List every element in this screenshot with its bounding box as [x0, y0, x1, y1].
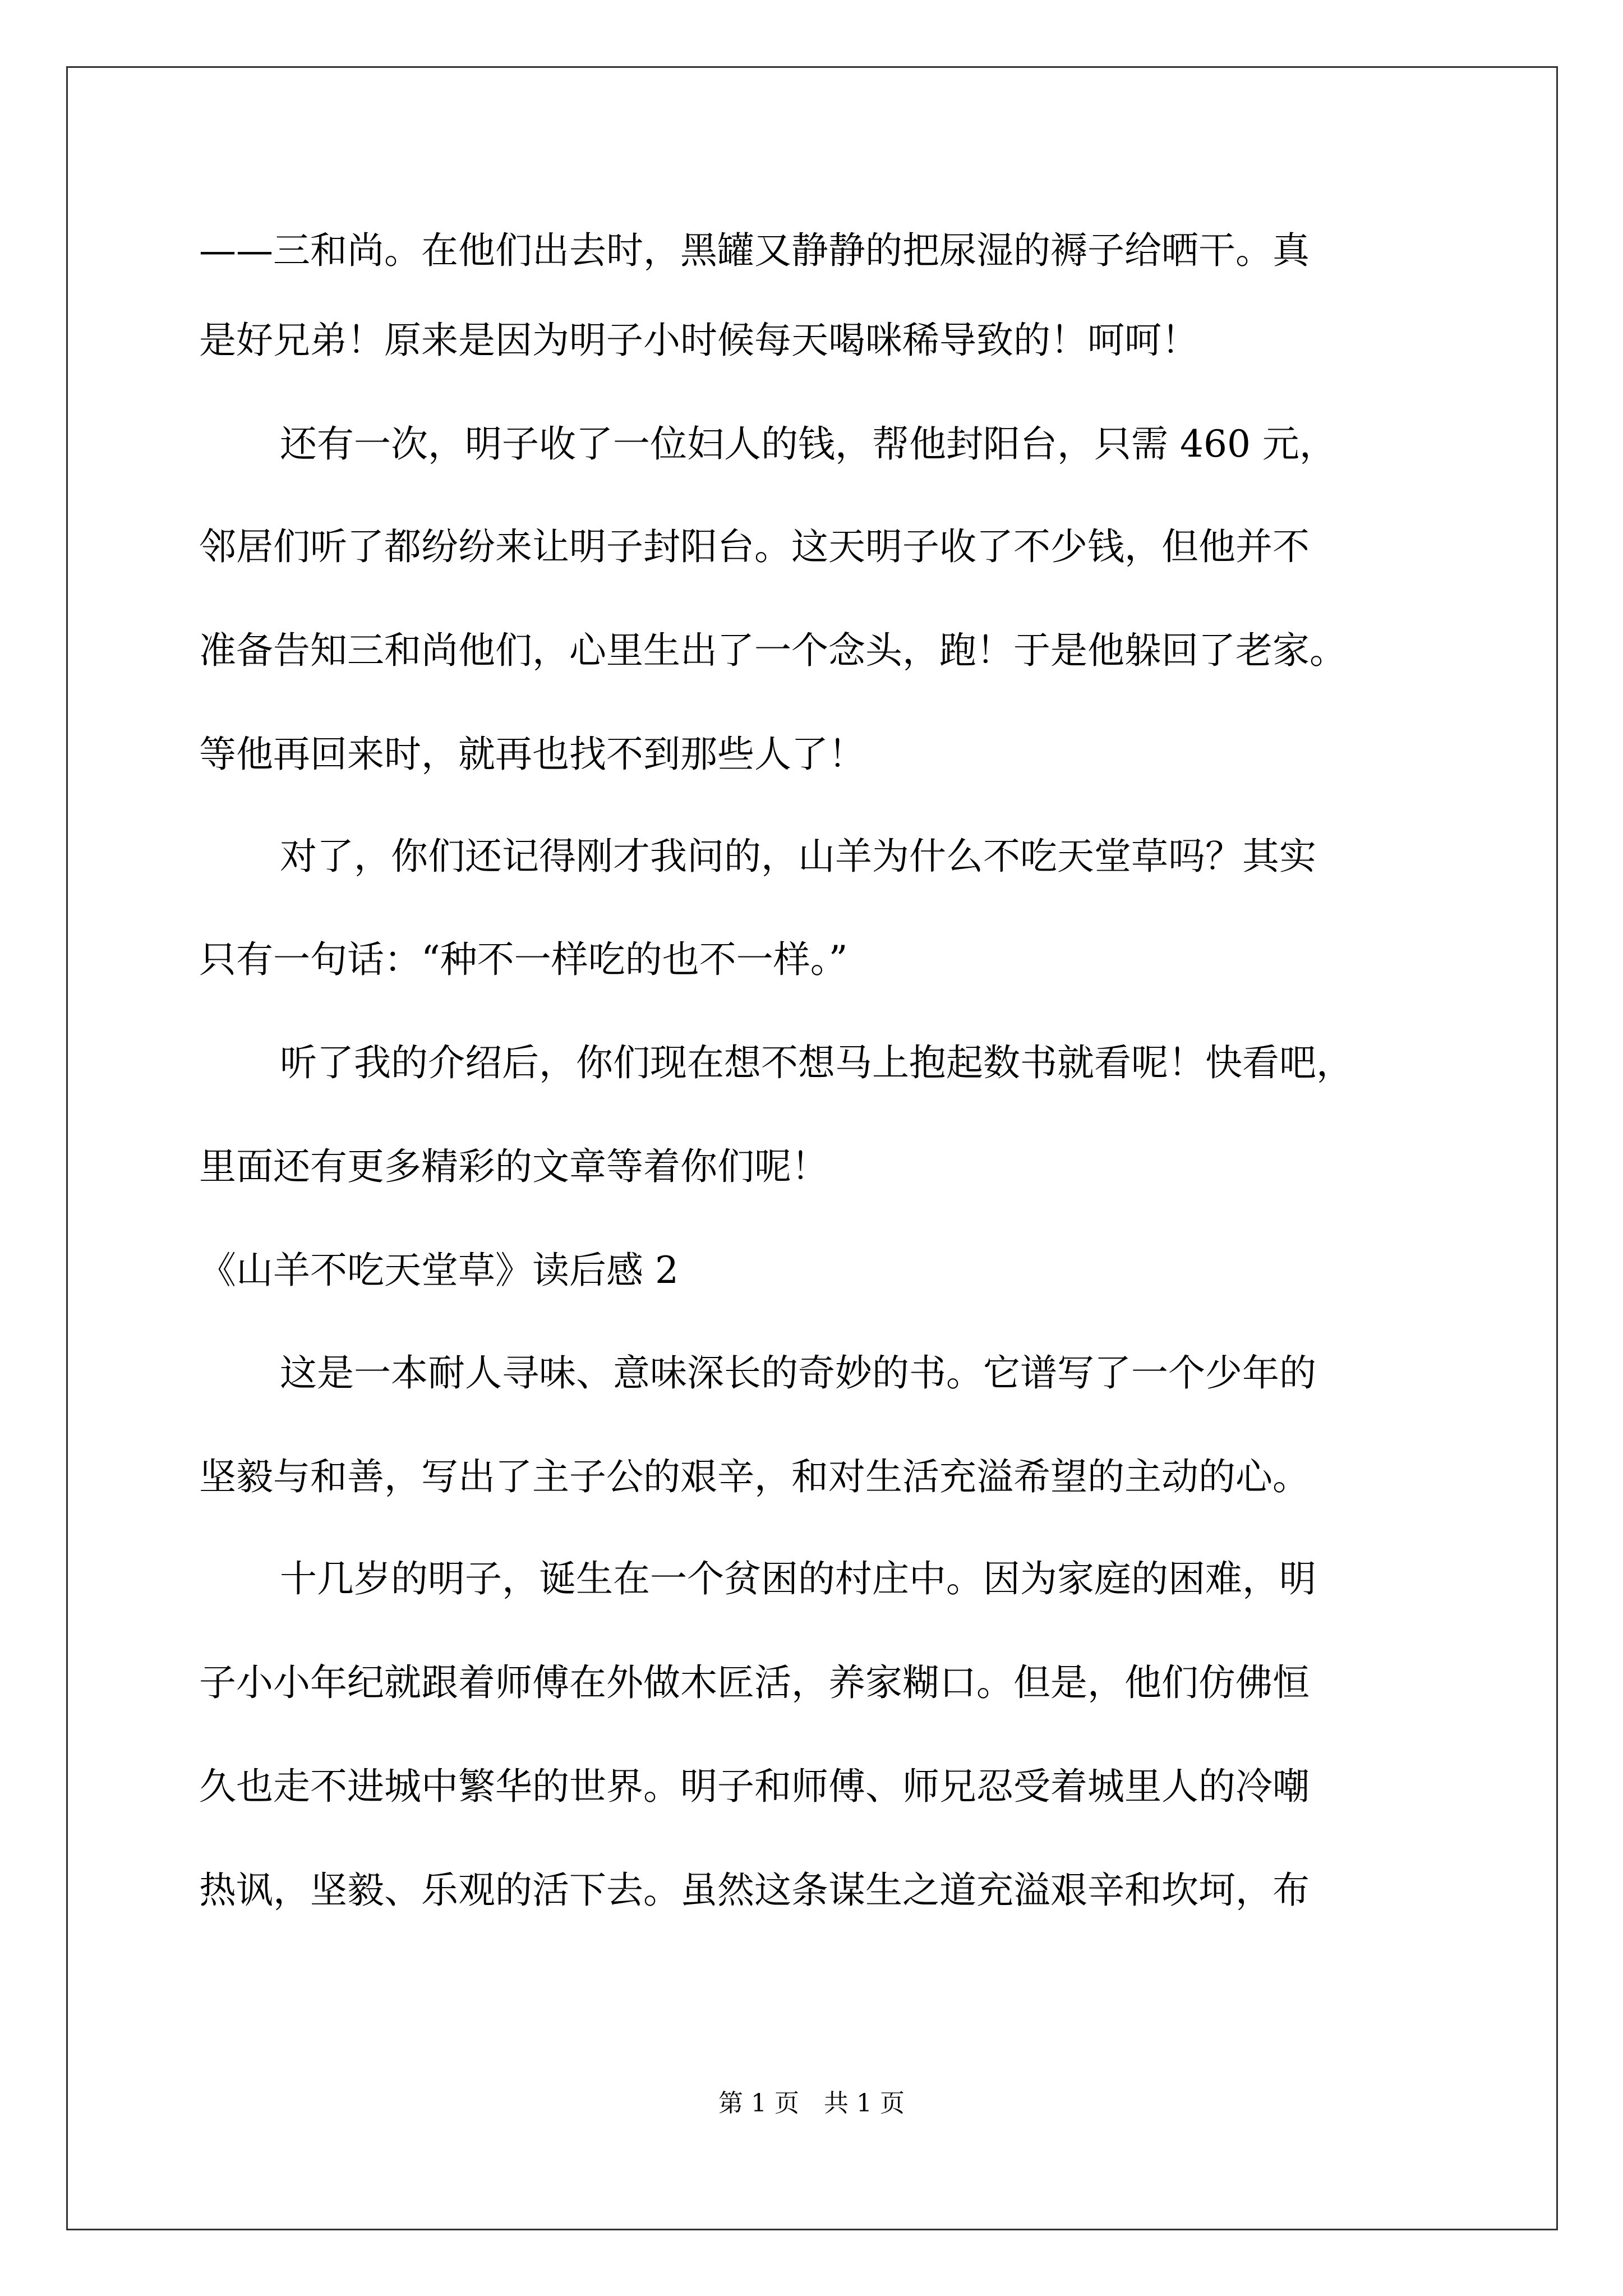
text-line: 是好兄弟！原来是因为明子小时候每天喝咪稀导致的！呵呵！: [199, 319, 1198, 362]
text-line: 准备告知三和尚他们，心里生出了一个念头，跑！于是他躲回了老家。: [199, 629, 1347, 672]
text-line: 等他再回来时，就再也找不到那些人了！: [199, 733, 865, 776]
text-line: 听了我的介绍后，你们现在想不想马上抱起数书就看呢！快看吧，: [280, 1041, 1353, 1084]
text-line: 十几岁的明子，诞生在一个贫困的村庄中。因为家庭的困难，明: [280, 1557, 1316, 1600]
text-line: 邻居们听了都纷纷来让明子封阳台。这天明子收了不少钱，但他并不: [199, 525, 1310, 568]
text-line: 久也走不进城中繁华的世界。明子和师傅、师兄忍受着城里人的冷嘲: [199, 1765, 1310, 1808]
text-line: 还有一次，明子收了一位妇人的钱，帮他封阳台，只需 460 元，: [280, 422, 1336, 466]
text-line: 坚毅与和善，写出了主子公的艰辛，和对生活充溢希望的主动的心。: [199, 1455, 1310, 1498]
text-line: 只有一句话：“种不一样吃的也不一样。”: [199, 938, 848, 981]
text-line: 里面还有更多精彩的文章等着你们呢！: [199, 1145, 828, 1188]
text-line: 对了，你们还记得刚才我问的，山羊为什么不吃天堂草吗？其实: [280, 835, 1316, 878]
text-line: ——三和尚。在他们出去时，黑罐又静静的把尿湿的褥子给晒干。真: [199, 229, 1310, 272]
text-line: 这是一本耐人寻味、意味深长的奇妙的书。它谱写了一个少年的: [280, 1351, 1316, 1395]
section-heading: 《山羊不吃天堂草》读后感 2: [199, 1249, 679, 1292]
text-line: 热讽，坚毅、乐观的活下去。虽然这条谋生之道充溢艰辛和坎坷，布: [199, 1869, 1310, 1912]
text-line: 子小小年纪就跟着师傅在外做木匠活，养家糊口。但是，他们仿佛恒: [199, 1661, 1310, 1704]
page-footer: 第 1 页 共 1 页: [718, 2089, 905, 2118]
